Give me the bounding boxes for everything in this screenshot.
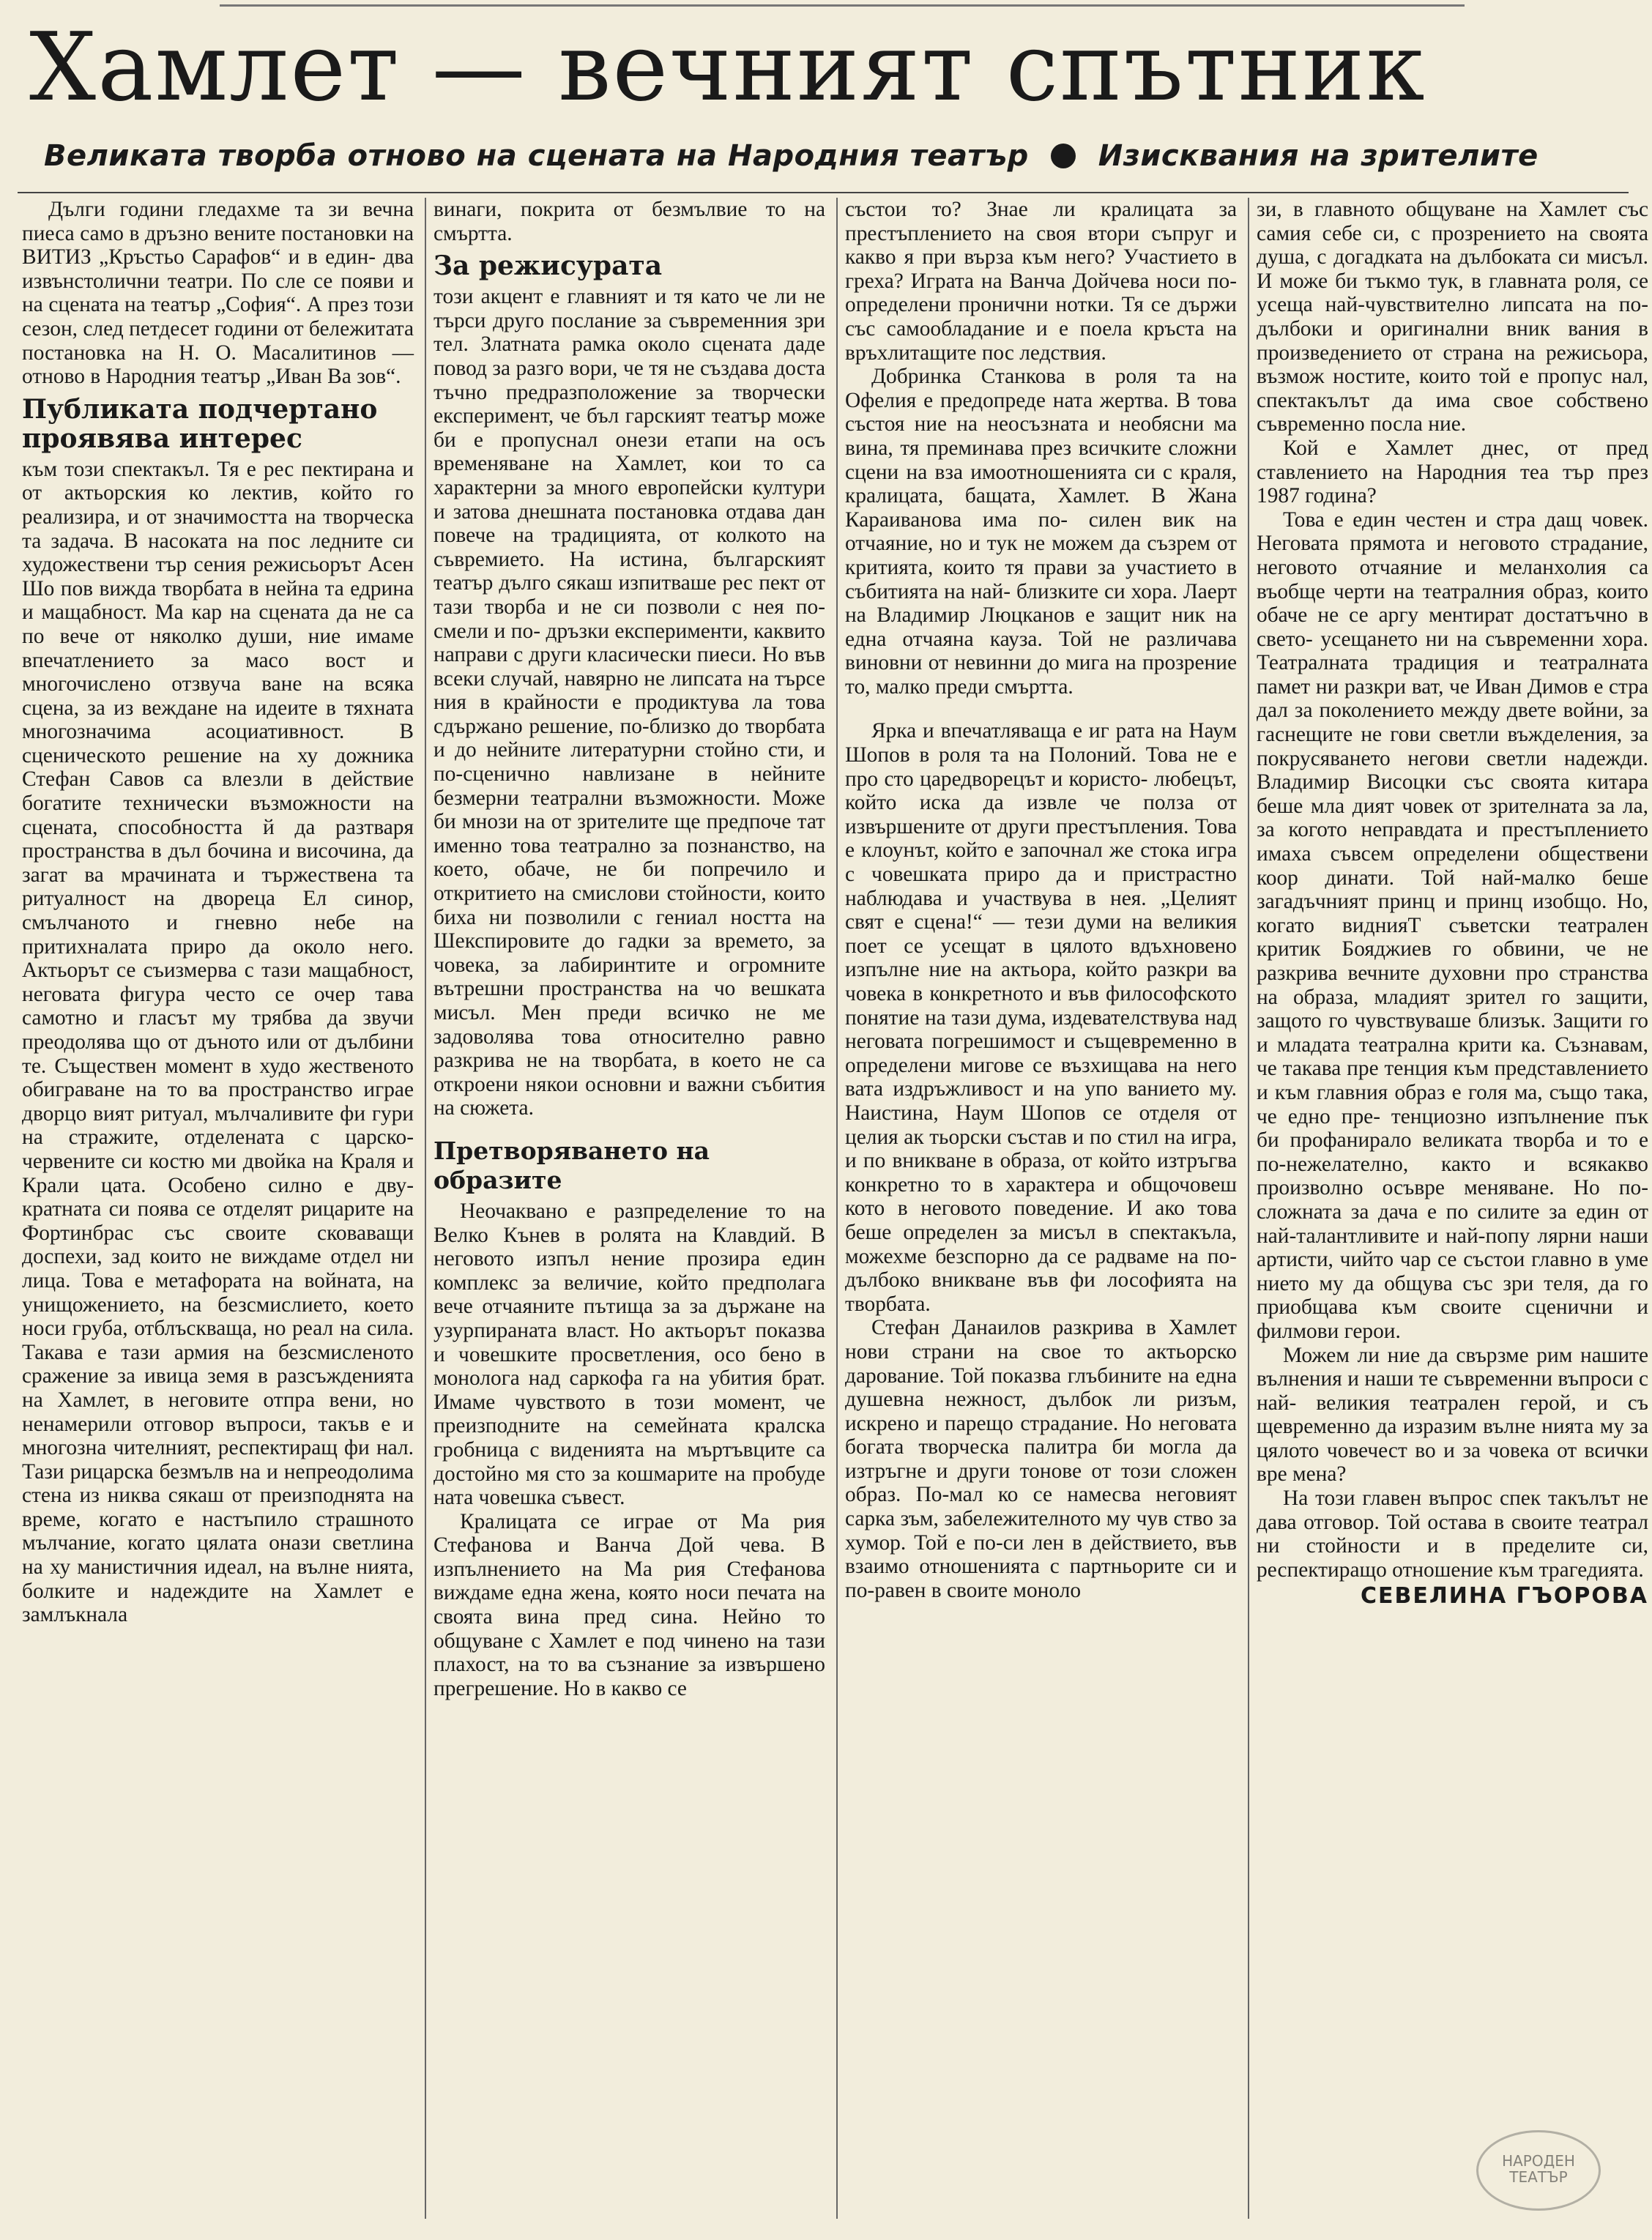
column-2 xyxy=(434,198,825,1700)
subhead-part-1: Великата творба отново на сцената на Народния театър xyxy=(44,139,1029,173)
paragraph: Можем ли ние да свързме рим нашите вълнения и наши те съвременни въпроси с най- великия театрален герой, и съ щевременно да изразим вълне нията му за цялото човечест во и за човека от всички вре мена? xyxy=(1257,1343,1648,1486)
bullet-icon xyxy=(1051,144,1076,168)
paragraph: към този спектакъл. Тя е рес пектирана и от актьорския ко лектив, който го реализира, и от значимостта на творческа та задача. В насоката на пос ледните си художествени тър сения режисьорът Асен Шо пов вижда творбата в нейна та едрина и мащабност. Ма кар на сцената да не са по вече от няколко души, ние имаме впечатлението за масо вост и многочислено отзвуча ване на всяка сцена, за из веждане на идеите в тяхната многозначима асоциативност. В сценическото решение на ху дожника Стефан Савов са влезли в действие богатите технически възможности на сцената, способността й да разтваря пространства в дъл бочина и височина, да загат ва мрачината и тържествена та ритуалност на двореца Ел синор, смълчаното и гневно небе на притихналата приро да около него. Актьорът се съизмерва с тази мащабност, неговата фигура често се очер тава самотно и гласът му трябва да звучи преодолява що от дъното или от дълбини те. Съществен момент в худо жественото обиграване на то ва пространство играе дворцо вият ритуал, мълчаливите фи гури на стражите, отделената с царско-червените си костю ми двойка на Краля и Крали цата. Особено силно е дву- кратната си поява се отделят рицарите на Фортинбрас със своите сковаващи доспехи, зад които не виждаме отдел ни лица. Това е метафората на войната, на унищожението, на безсмислието, което носи груба, отблъскваща, но реал на сила. Такава е тази армия на безсмисленото сражение за ивица земя в разсъжденията на Хамлет, в неговите отпра вени, но ненамерили отговор въпроси, такъв е и многозна чителният, респектиращ фи нал. Тази рицарска безмълв на и непреодолима стена из никва сякаш от преизподнята на време, когато е настъпило страшното мълчание, когато цялата онази светлина на ху манистичния идеал, на вълне нията, болките и надеждите на Хамлет е замлъкнала xyxy=(22,457,414,1627)
top-rule xyxy=(220,4,1465,7)
section-heading-direction: За режисурата xyxy=(434,250,663,282)
column-divider xyxy=(836,198,838,2219)
headline: Хамлет — вечният спътник xyxy=(29,13,1426,122)
paragraph: Добринка Станкова в роля та на Офелия е предопреде ната жертва. В това състоя ние на неосъзната и необясни ма вина, тя преминава през всичките сложни сцени на вза имоотношенията си с краля, кралицата, бащата, Хамлет. В Жана Караиванова има по- силен вик на отчаяние, но и тук не можем да съзрем от критията, които тя прави за участието в събитията на най- близките си хора. Лаерт на Владимир Люцканов е защит ник на една отчаяна кауза. Той не различава виновни от невинни до мига на прозрение то, малко преди смъртта. xyxy=(845,365,1237,699)
column-3 xyxy=(845,198,1237,1602)
paragraph: Кралицата се играе от Ма рия Стефанова и Ванча Дой чева. В изпълнението на Ма рия Стефанова виждаме една жена, която носи печата на своята вина пред сина. Нейно то общуване с Хамлет е под чинено на тази плахост, на то ва съзнание за извършено прегрешение. Но в какво се xyxy=(434,1509,825,1700)
paragraph: Стефан Данаилов разкрива в Хамлет нови страни на свое то актьорско дарование. Той показва глъбините на една душевна нежност, дълбок ли ризъм, искрено и парещо страдание. Но неговата богата творческа палитра би могла да изтръгне и други тонове от този сложен образ. По-мал ко се намесва неговият сарка зъм, забележителното му чув ство за хумор. Той е по-си лен в действието, във взаимо отношенията с партньорите си и по-равен в своите моноло xyxy=(845,1316,1237,1602)
paragraph: Кой е Хамлет днес, от пред ставлението на Народния теа тър през 1987 година? xyxy=(1257,436,1648,508)
author-signature: СЕВЕЛИНА ГЪОРОВА xyxy=(1360,1583,1648,1610)
column-1 xyxy=(22,198,414,1627)
paragraph: зи, в главното общуване на Хамлет със самия себе си, с прозрението на своята душа, с догадката на дълбоката си мисъл. И може би тъкмо тук, в главната роля, се усеща най-чувствително липсата на по-дълбоки и оригинални вник вания в произведението от страна на режисьора, възмож ностите, които той е пропус нал, спектакълът да има свое собствено съвременно посла ние. xyxy=(1257,198,1648,436)
column-divider xyxy=(1248,198,1249,2219)
subhead-part-2: Изисквания на зрителите xyxy=(1098,139,1538,173)
paragraph: Ярка и впечатляваща е иг рата на Наум Шопов в роля та на Полоний. Това не е про сто царедворецът и користо- любецът, който иска да извле че полза от извършените от други престъпления. Това е клоунът, който е започнал же стока игра с човешката приро да и пристрастно наблюдава и участвува в нея. „Целият свят е сцена!“ — тези думи на великия поет се усещат в цялото вдъхновено изпълне ние на актьора, който разкри ва човека в конкретното и във философското понятие на тази дума, издевателствува над неговата погрешимост и същевременно в определени мигове се възхищава на него вата издръжливост и на упо ванието му. Наистина, Наум Шопов се отделя от целия ак тьорски състав и по стил на игра, и по вникване в образа, от който изтръгва конкретно то в характера и общочовеш кото в неговото поведение. И ако това беше определен за мисъл в спектакъла, можехме безспорно да се радваме на по-дълбоко вникване във фи лософията на творбата. xyxy=(845,719,1237,1316)
paragraph: винаги, покрита от безмълвие то на смъртта. xyxy=(434,198,825,245)
column-divider xyxy=(425,198,426,2219)
section-heading-audience: Публиката подчертано проявява интерес xyxy=(22,393,378,454)
header-rule xyxy=(18,192,1629,193)
paragraph: Неочаквано е разпределение то на Велко Кънев в ролята на Клавдий. В неговото изпъл нение прозира един комплекс за величие, който предполага вече отчаяните пътища за за държане на узурпираната власт. Но актьорът показва и човешките просветления, осо бено в монолога над саркофа га на убития брат. Имаме чувството в този момент, че преизподните на семейната кралска гробница с виденията на мъртъвците са достойно мя сто за кошмарите на пробуде ната човешка съвест. xyxy=(434,1199,825,1510)
paragraph: този акцент е главният и тя като че ли не търси друго послание за съвременния зри тел. Златната рамка около сцената даде повод за разго вори, че тя не създава доста тъчно предразположение за творчески експеримент, че бъл гарският театър може би е пропуснал онези етапи на осъ временяване на Хамлет, кои то са характерни за много европейски култури и затова днешната постановка отдава дан повече на традицията, от колкото на съвремието. На истина, българският театър дълго сякаш изпитваше рес пект от тази творба и не си позволи с нея по-смели и по- дръзки експерименти, каквито направи с други класически пиеси. Но във всеки случай, навярно не липсата на търсе ния в крайности е продиктува ла това сдържано решение, по-близко до творбата и до нейните литературни стойно сти, и по-сценично навлизане в нейните безмерни театрални възможности. Може би мнози на от зрителите ще предпоче тат именно това театрално за познанство, на което, обаче, не би попречило и откритието на смислови стойности, които биха ни позволили с гениал ността на Шекспировите до гадки за времето, за човека, за лабиринтите и огромните вътрешни пространства на чо вешката мисъл. Мен преди всичко не ме задоволява това относително равно разкрива не на творбата, в което не са откроени някои основни и важни събития на сюжета. xyxy=(434,285,825,1120)
paragraph: Това е един честен и стра дащ човек. Неговата прямота и неговото страдание, неговото отчаяние и меланхолия са въобще черти на театралния образ, които обаче не се аргу ментират достатъчно в свето- усещането ни на съвременни хора. Театралната традиция и театралната памет ни разкри ват, че Иван Димов е стра дал за поколението между двете войни, за гаснещите не гови светли въжделения, за покрусяването негови светли надежди. Владимир Висоцки със своята китара беше мла дият човек от зрителната за ла, за когото неправдата и престъплението имаха съвсем определени обществени коор динати. Той най-малко беше загадъчният принц и принц изобщо. Но, когато виднияТ съветски театрален критик Бояджиев го обвини, че не разкрива вечните духовни про странства на образа, младият зрител го защити, защото го чувствуваше близък. Защити го и младата театрална крити ка. Съзнавам, че такава пре тенция към представлението и към главния образ е голя ма, също така, че едно пре- тенциозно изпълнение пък би профанирало великата творба и то е по-нежелателно, както и всякакво произволно осъвре меняване. Но по-сложната за дача е по силите за един от най-талантливите и най-попу лярни наши артисти, чийто чар се състои главно в уме нието му да общува със зри теля, да го приобщава към своите сценични и филмови герои. xyxy=(1257,507,1648,1343)
paragraph: На този главен въпрос спек такълът не дава отговор. Той остава в своите театрал ни стойности и в пределите си, респектиращо отношение към трагедията. xyxy=(1257,1486,1648,1582)
stamp-line: ТЕАТЪР xyxy=(1509,2168,1568,2186)
stamp-line: НАРОДЕН xyxy=(1502,2152,1575,2170)
subhead xyxy=(44,139,1626,173)
paragraph: състои то? Знае ли кралицата за престъплението на своя втори съпруг и какво я при върза към него? Участието в греха? Играта на Ванча Дойчева носи по-определени пронични нотки. Тя се държи със самообладание и е поела кръста на връхлитащите пос ледствия. xyxy=(845,198,1237,365)
column-4 xyxy=(1257,198,1648,1609)
archive-stamp xyxy=(1476,2130,1601,2211)
paragraph: Дълги години гледахме та зи вечна пиеса само в дръзно вените постановки на ВИТИЗ „Кръстьо Сарафов“ и в един- два извънстолични театри. По сле се появи и на сцената на театър „София“. А през този сезон, след петдесет години от бележитата постановка на Н. О. Масалитинов — отново в Народния театър „Иван Ва зов“. xyxy=(22,198,414,389)
section-heading-characters: Претворяването на образите xyxy=(434,1136,710,1194)
